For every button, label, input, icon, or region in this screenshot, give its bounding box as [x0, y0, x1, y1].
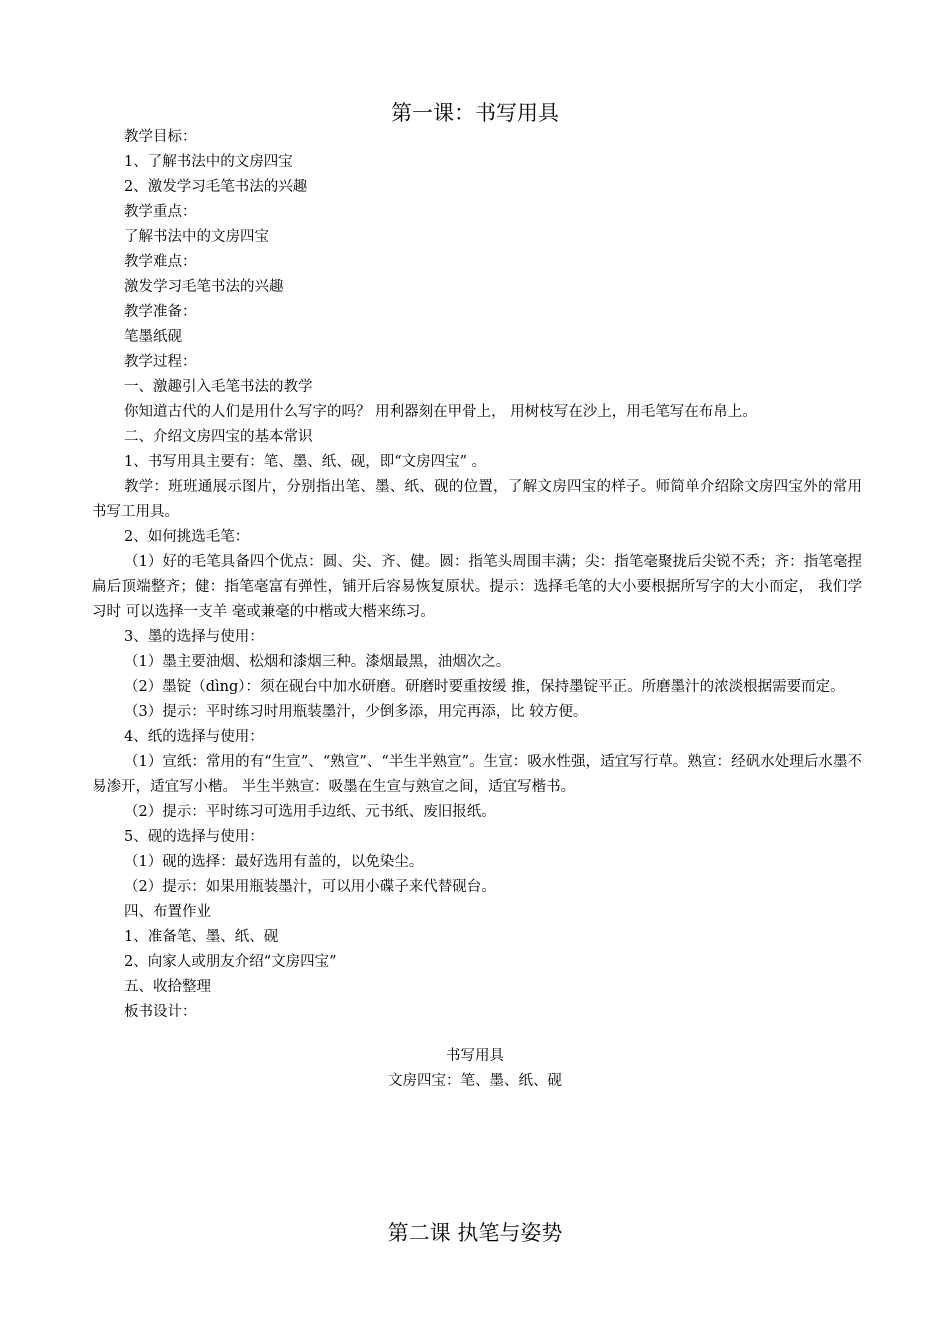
- teaching-paragraph: 教学：班班通展示图片，分别指出笔、墨、纸、砚的位置，了解文房四宝的样子。师简单介绍除文房四宝外的常用书写工用具。: [92, 479, 862, 520]
- board-content: 文房四宝：笔、墨、纸、砚: [388, 1073, 562, 1089]
- inkstone-item-1: （1）砚的选择：最好选用有盖的，以免染尘。: [124, 854, 424, 870]
- difficulty: 激发学习毛笔书法的兴趣: [124, 279, 284, 295]
- key-point-label: 教学重点：: [124, 204, 197, 220]
- objectives-label: 教学目标：: [124, 129, 197, 145]
- board-title: 书写用具: [446, 1048, 504, 1064]
- preparation: 笔墨纸砚: [124, 329, 182, 345]
- ink-item-3: （3）提示：平时练习时用瓶装墨汁，少倒多添，用完再添，比 较方便。: [124, 704, 588, 720]
- ink-heading: 3、墨的选择与使用：: [124, 629, 264, 645]
- ink-item-2: （2）墨锭（dìng）：须在砚台中加水研磨。研磨时要重按缓 推，保持墨锭平正。所磨墨汁的浓淡根据需要而定。: [124, 679, 845, 695]
- step-1-heading: 一、激趣引入毛笔书法的教学: [124, 379, 313, 395]
- lesson1-body: [92, 125, 862, 1025]
- step-2-heading: 二、介绍文房四宝的基本常识: [124, 429, 313, 445]
- tidy-heading: 五、收拾整理: [124, 979, 211, 995]
- objective-1: 1、了解书法中的文房四宝: [124, 154, 293, 170]
- ink-item-1: （1）墨主要油烟、松烟和漆烟三种。漆烟最黑，油烟次之。: [124, 654, 511, 670]
- pick-brush-heading: 2、如何挑选毛笔：: [124, 529, 250, 545]
- homework-1: 1、准备笔、墨、纸、砚: [124, 929, 279, 945]
- board-design-label: 板书设计：: [124, 1004, 197, 1020]
- key-point: 了解书法中的文房四宝: [124, 229, 269, 245]
- homework-heading: 四、布置作业: [124, 904, 211, 920]
- step-1-text: 你知道古代的人们是用什么写字的吗？ 用利器刻在甲骨上， 用树枝写在沙上，用毛笔写在布帛上。: [124, 404, 757, 420]
- homework-2: 2、向家人或朋友介绍“文房四宝”: [124, 954, 337, 970]
- process-label: 教学过程：: [124, 354, 197, 370]
- paper-item-2: （2）提示：平时练习可选用手边纸、元书纸、废旧报纸。: [124, 804, 496, 820]
- paper-heading: 4、纸的选择与使用：: [124, 729, 264, 745]
- lesson2-title: 第二课 执笔与姿势: [387, 1221, 563, 1245]
- lesson1-title: 第一课：书写用具: [391, 101, 559, 125]
- paper-item-1: （1）宣纸：常用的有“生宣”、“熟宣”、“半生半熟宣”。生宣：吸水性强，适宜写行草。熟宣：经矾水处理后水墨不易渗开，适宜写小楷。 半生半熟宣：吸墨在生宣与熟宣之间，适宜写楷书。: [92, 754, 862, 795]
- preparation-label: 教学准备：: [124, 304, 197, 320]
- tools-line: 1、书写用具主要有：笔、墨、纸、砚，即“文房四宝” 。: [124, 454, 487, 470]
- brush-paragraph: （1）好的毛笔具备四个优点：圆、尖、齐、健。圆：指笔头周围丰满；尖：指笔毫聚拢后尖锐不秃；齐：指笔毫捏扁后顶端整齐；健：指笔毫富有弹性，铺开后容易恢复原状。提示：选择毛笔的大小要根据所写字的大小而定， 我们学习时 可以选择一支羊 毫或兼毫的中楷或大楷来练习。: [92, 554, 862, 620]
- inkstone-item-2: （2）提示：如果用瓶装墨汁，可以用小碟子来代替砚台。: [124, 879, 496, 895]
- inkstone-heading: 5、砚的选择与使用：: [124, 829, 264, 845]
- objective-2: 2、激发学习毛笔书法的兴趣: [124, 179, 308, 195]
- difficulty-label: 教学难点：: [124, 254, 197, 270]
